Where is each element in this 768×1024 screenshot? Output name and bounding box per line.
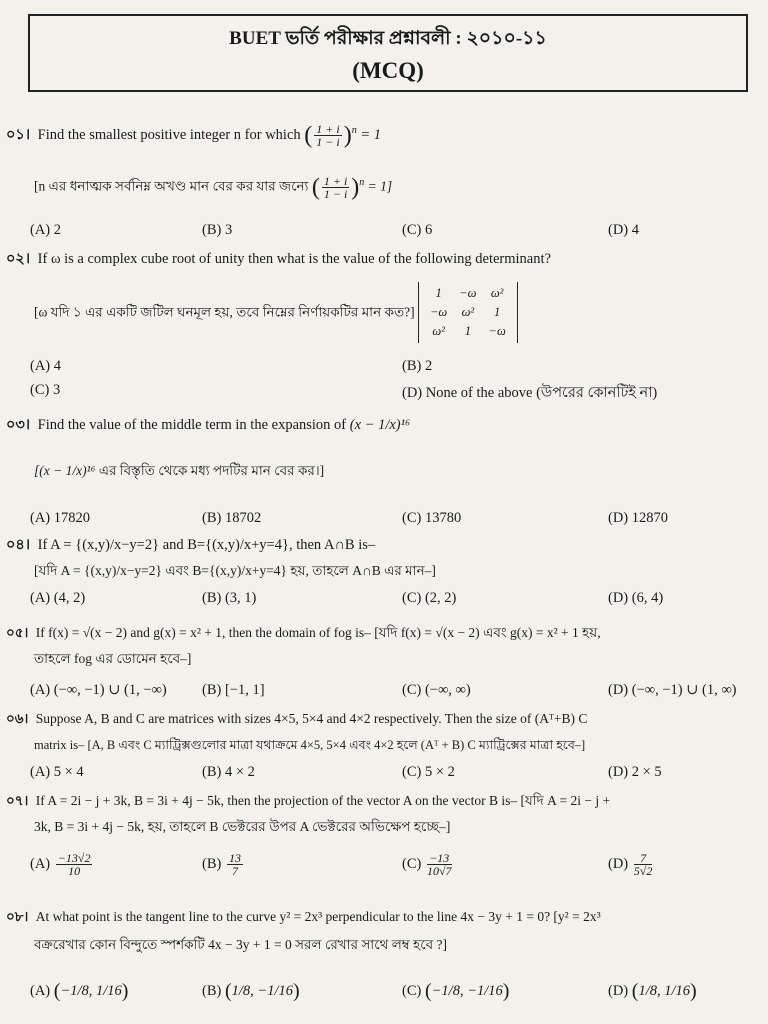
determinant: 1 −ω ω² −ω ω² 1 ω² 1 −ω	[418, 282, 518, 343]
question-text: Suppose A, B and C are matrices with sizes 4×5, 5×4 and 4×2 respectively. Then the size of (Aᵀ+B) C	[35, 711, 588, 726]
options-2b	[30, 382, 760, 402]
question-4: ০৪। If A = {(x,y)/x−y=2} and B={(x,y)/x+y=4}, then A∩B is–	[6, 537, 376, 553]
question-text: If A = 2i − j + 3k, B = 3i + 4j − 5k, then the projection of the vector A on the vector B is– [যদি A = 2i − j +	[35, 793, 611, 808]
option-c[interactable]: (C) 5 × 2	[402, 764, 455, 780]
options-7	[30, 852, 760, 892]
page-title: BUET ভর্তি পরীক্ষার প্রশ্নাবলী : ২০১০-১১	[229, 28, 547, 49]
question-6-bangla: matrix is– [A, B এবং C ম্যাট্রিক্সগুলোর মাত্রা যথাক্রমে 4×5, 5×4 এবং 4×2 হলে (Aᵀ + B) C ম্যাট্রিক্সের মাত্রা হবে–]	[34, 738, 586, 752]
option-b[interactable]: (B) 4 × 2	[202, 764, 255, 780]
option-b[interactable]: (B) [−1, 1]	[202, 682, 265, 698]
options-4	[30, 590, 760, 610]
question-text: Find the smallest positive integer n for which	[37, 126, 301, 143]
option-a[interactable]: (A) 17820	[30, 510, 91, 526]
options-1	[30, 222, 760, 242]
option-c[interactable]: (C) (−1/8, −1/16)	[402, 980, 510, 1002]
question-1: ০১। Find the smallest positive integer n for which ( $\frac{1 + i}{1 - i}$ )$^n$ = 1	[6, 122, 381, 149]
option-c[interactable]: (C) (2, 2)	[402, 590, 457, 606]
option-b[interactable]: (B) 3	[202, 222, 233, 238]
question-6: ০৬। Suppose A, B and C are matrices with sizes 4×5, 5×4 and 4×2 respectively. Then the size of (Aᵀ+B) C	[6, 711, 588, 726]
option-c[interactable]: (C) $\frac{-13}{10√7}$	[402, 851, 452, 878]
options-3	[30, 510, 760, 530]
option-d[interactable]: (D) (1/8, 1/16)	[608, 980, 697, 1002]
question-text: If A = {(x,y)/x−y=2} and B={(x,y)/x+y=4}, then A∩B is–	[37, 537, 376, 553]
option-d[interactable]: (D) (6, 4)	[608, 590, 664, 606]
question-3: ০৩। Find the value of the middle term in the expansion of (x − 1/x)¹⁶	[6, 417, 410, 433]
option-c[interactable]: (C) 6	[402, 222, 433, 238]
option-a[interactable]: (A) 4	[30, 358, 62, 374]
option-c[interactable]: (C) 13780	[402, 510, 462, 526]
question-text: At what point is the tangent line to the curve y² = 2x³ perpendicular to the line 4x − 3y + 1 = 0? [y² = 2x³	[35, 909, 601, 924]
question-7-bangla: 3k, B = 3i + 4j − 5k, হয়, তাহলে B ভেক্টরের উপর A ভেক্টরের অভিক্ষেপ হচ্ছে–]	[34, 819, 451, 834]
page-subtitle: (MCQ)	[352, 58, 424, 83]
options-2a	[30, 358, 760, 378]
option-d[interactable]: (D) $\frac{7}{5√2}$	[608, 851, 653, 878]
question-text: If f(x) = √(x − 2) and g(x) = x² + 1, then the domain of fog is– [যদি f(x) = √(x − 2) এবং g(x) = x² + 1 হয়,	[35, 625, 601, 640]
options-6	[30, 764, 760, 784]
question-2: ০২। If ω is a complex cube root of unity then what is the value of the following determinant?	[6, 251, 551, 267]
option-a[interactable]: (A) (−∞, −1) ∪ (1, −∞)	[30, 682, 167, 698]
option-d[interactable]: (D) 2 × 5	[608, 764, 662, 780]
option-a[interactable]: (A) (4, 2)	[30, 590, 86, 606]
question-number: ০১।	[6, 126, 31, 143]
expression: (x − 1/x)¹⁶	[349, 417, 410, 433]
option-a[interactable]: (A) 5 × 4	[30, 764, 84, 780]
options-5	[30, 682, 760, 702]
question-3-bangla: [(x − 1/x)¹⁶ এর বিস্তৃতি থেকে মধ্য পদটির মান বের কর।]	[34, 463, 325, 478]
option-c[interactable]: (C) 3	[30, 382, 61, 398]
question-1-bangla: [n এর ধনাত্মক সর্বনিম্ন অখণ্ড মান বের কর যার জন্যে ( $\frac{1 + i}{1 - i}$ )$^n$ = 1]	[34, 173, 393, 201]
question-8: ০৮। At what point is the tangent line to the curve y² = 2x³ perpendicular to the line 4x − 3y + 1 = 0? [y² = 2x³	[6, 909, 601, 924]
option-b[interactable]: (B) $\frac{13}{7}$	[202, 851, 241, 878]
question-text: Find the value of the middle term in the expansion of	[37, 417, 347, 433]
question-5-bangla: তাহলে fog এর ডোমেন হবে–]	[34, 651, 192, 666]
option-a[interactable]: (A) (−1/8, 1/16)	[30, 980, 129, 1002]
question-5: ০৫। If f(x) = √(x − 2) and g(x) = x² + 1, then the domain of fog is– [যদি f(x) = √(x − 2) এবং g(x) = x² + 1 হয়,	[6, 625, 601, 640]
option-d[interactable]: (D) None of the above (উপরের কোনটিই না)	[402, 385, 658, 401]
option-b[interactable]: (B) 2	[402, 358, 433, 374]
option-d[interactable]: (D) 4	[608, 222, 640, 238]
option-a[interactable]: (A) 2	[30, 222, 62, 238]
question-4-bangla: [যদি A = {(x,y)/x−y=2} এবং B={(x,y)/x+y=4} হয়, তাহলে A∩B এর মান–]	[34, 563, 436, 578]
question-7: ০৭। If A = 2i − j + 3k, B = 3i + 4j − 5k, then the projection of the vector A on the vector B is– [যদি A = 2i − j +	[6, 793, 611, 808]
question-text: If ω is a complex cube root of unity then what is the value of the following determinant?	[37, 251, 551, 267]
option-b[interactable]: (B) (3, 1)	[202, 590, 257, 606]
option-c[interactable]: (C) (−∞, ∞)	[402, 682, 471, 698]
title-box	[28, 14, 748, 92]
option-a[interactable]: (A) $\frac{-13√2}{10}$	[30, 851, 91, 878]
fraction: $\frac{1 + i}{1 - i}$	[316, 122, 340, 149]
question-2-bangla: [ω যদি ১ এর একটি জটিল ঘনমূল হয়, তবে নিম্নের নির্ণায়কটির মান কত?] 1 −ω ω² −ω ω² 1 ω² 1 −ω	[34, 282, 768, 343]
option-b[interactable]: (B) (1/8, −1/16)	[202, 980, 300, 1002]
option-d[interactable]: (D) (−∞, −1) ∪ (1, ∞)	[608, 682, 737, 698]
options-8	[30, 980, 760, 1014]
question-8-bangla: বক্ররেখার কোন বিন্দুতে স্পর্শকটি 4x − 3y + 1 = 0 সরল রেখার সাথে লম্ব হবে ?]	[34, 937, 448, 952]
option-d[interactable]: (D) 12870	[608, 510, 669, 526]
option-b[interactable]: (B) 18702	[202, 510, 262, 526]
